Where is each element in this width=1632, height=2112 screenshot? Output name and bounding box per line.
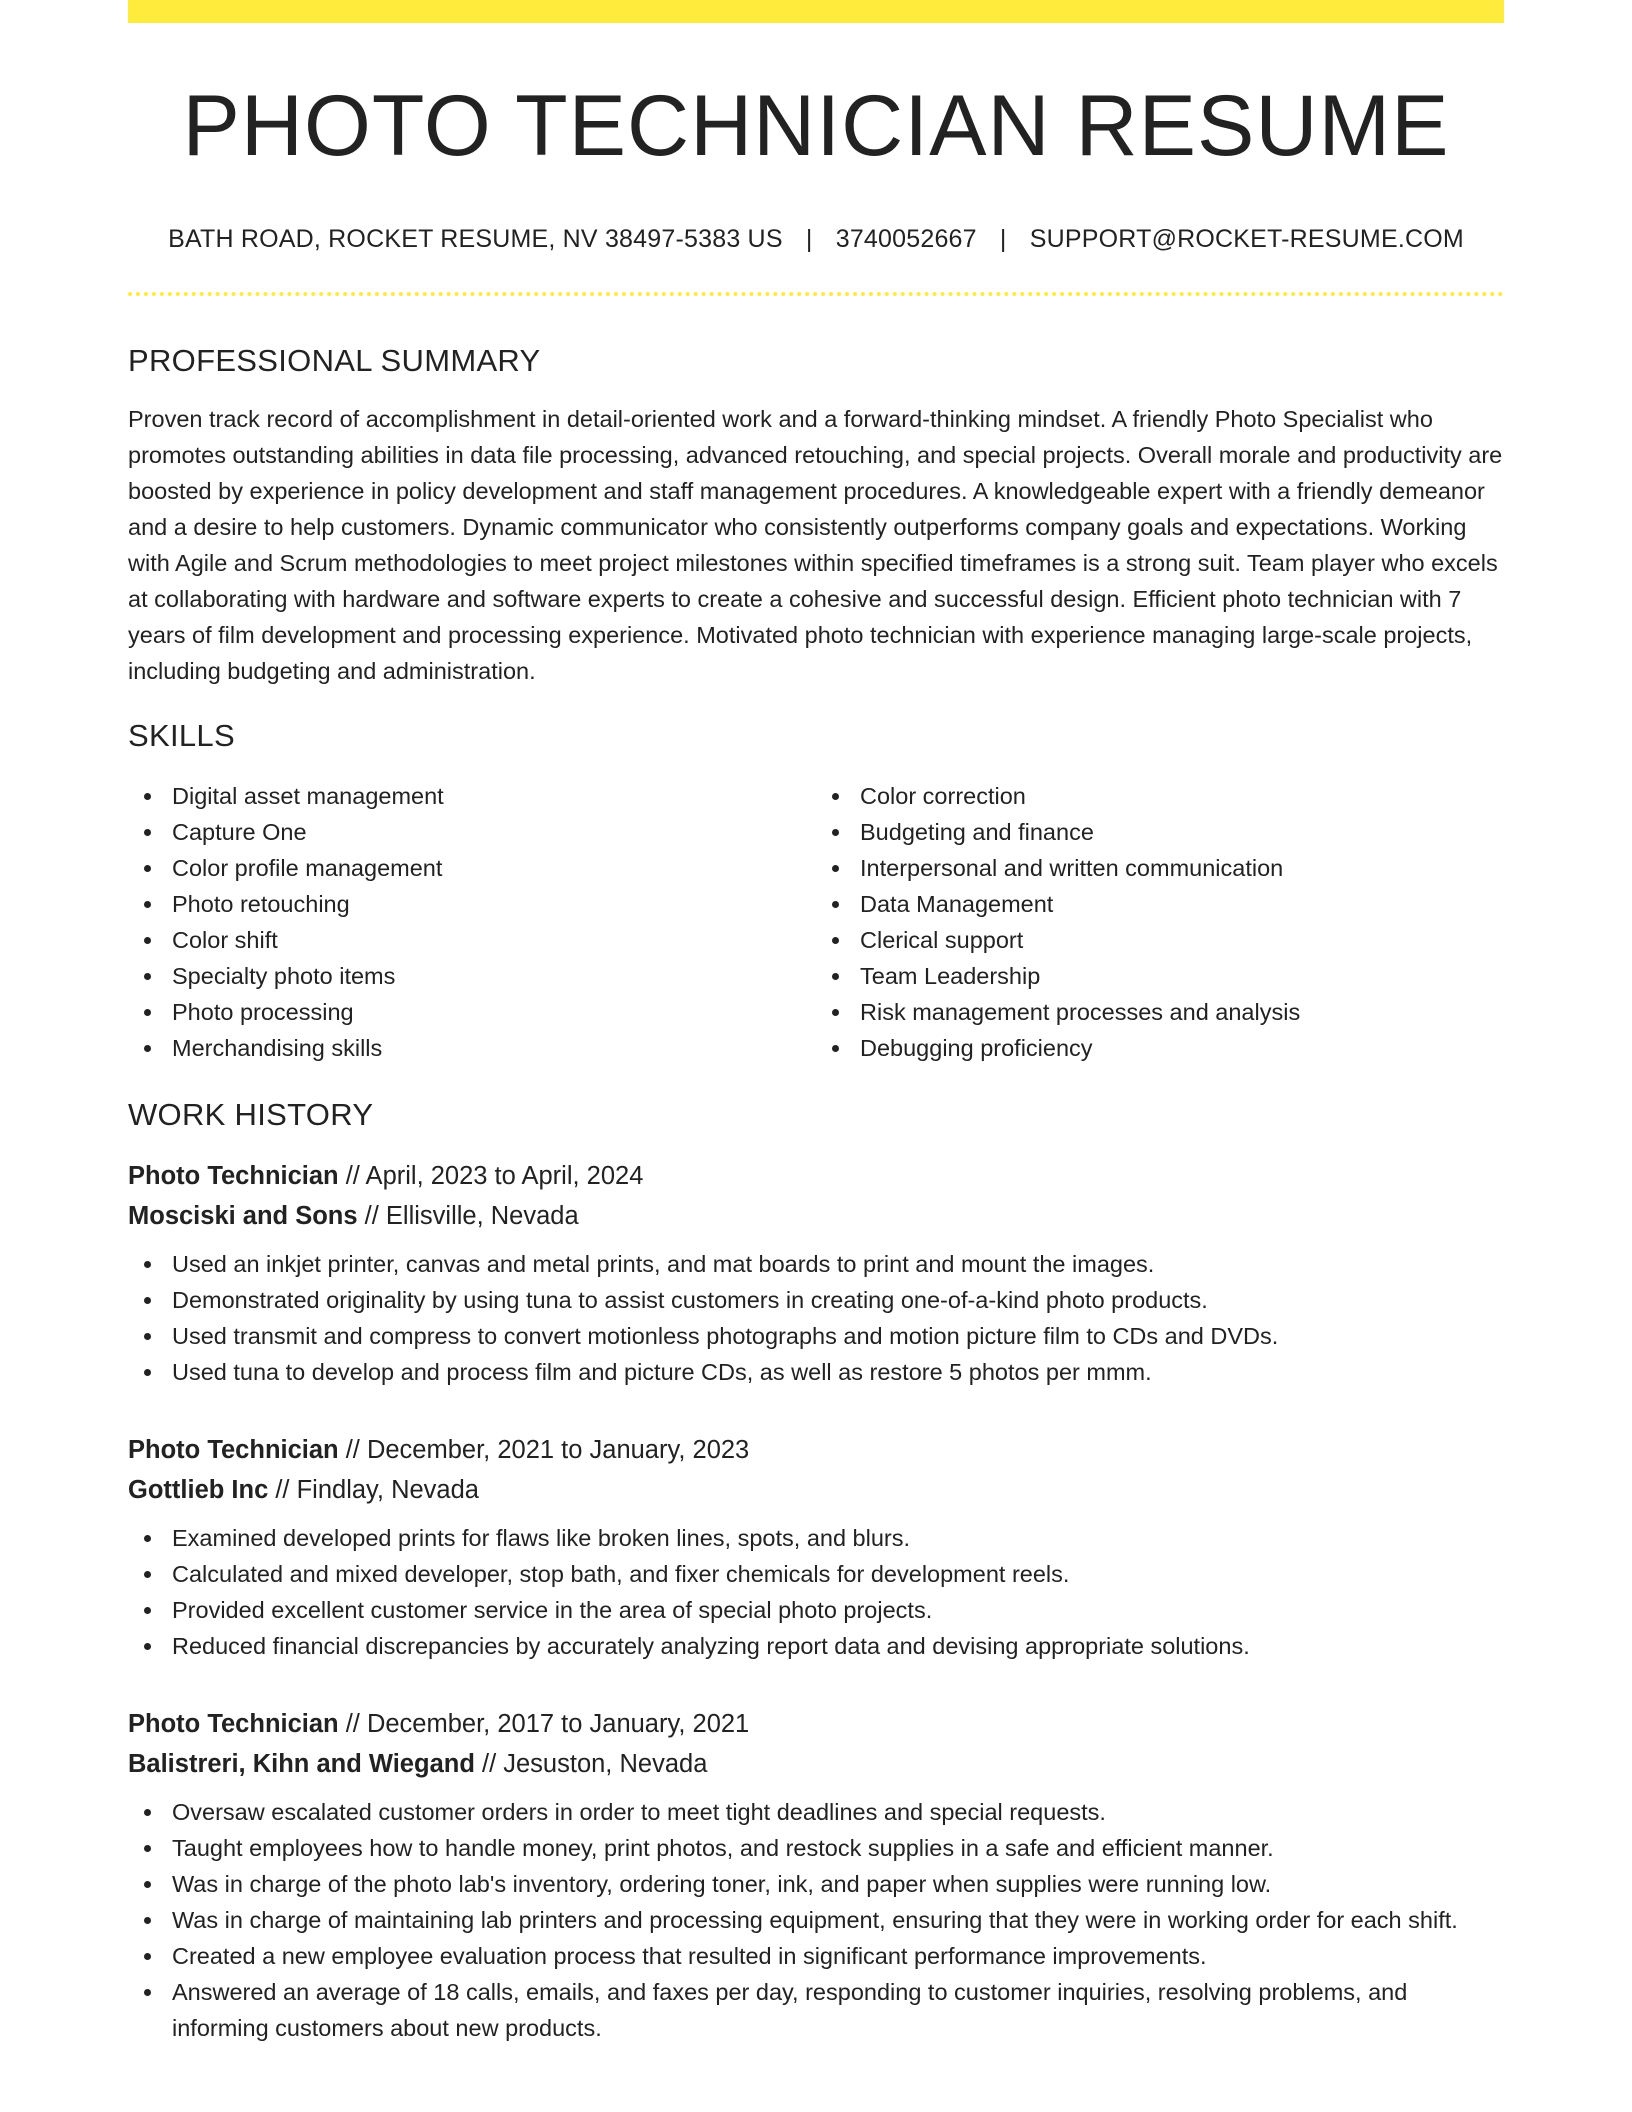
- skill-item: Budgeting and finance: [816, 814, 1504, 850]
- resume-title: PHOTO TECHNICIAN RESUME: [182, 78, 1450, 174]
- contact-separator: |: [999, 225, 1007, 253]
- skills-column-left: [128, 778, 816, 1066]
- resume-page: [128, 0, 1504, 2046]
- skills-list: [128, 778, 1504, 1066]
- job-company: Mosciski and Sons: [128, 1201, 358, 1230]
- job-bullet: Taught employees how to handle money, print photos, and restock supplies in a safe and efficient manner.: [128, 1830, 1504, 1866]
- job-dates: // April, 2023 to April, 2024: [338, 1161, 644, 1190]
- job-dates: // December, 2017 to January, 2021: [338, 1709, 750, 1738]
- job-company: Balistreri, Kihn and Wiegand: [128, 1749, 475, 1778]
- job-title: Photo Technician: [128, 1435, 339, 1464]
- job-entry: [128, 1704, 1504, 2046]
- job-bullets: [128, 1794, 1504, 2046]
- contact-separator: |: [805, 225, 813, 253]
- job-bullet: Provided excellent customer service in the area of special photo projects.: [128, 1592, 1504, 1628]
- job-bullet: Answered an average of 18 calls, emails, and faxes per day, responding to customer inquiries, resolving problems, and informing customers about new products.: [128, 1974, 1504, 2046]
- job-dates: // December, 2021 to January, 2023: [338, 1435, 750, 1464]
- skill-item: Debugging proficiency: [816, 1030, 1504, 1066]
- skill-item: Color correction: [816, 778, 1504, 814]
- job-location: // Ellisville, Nevada: [357, 1201, 579, 1230]
- skill-item: Digital asset management: [128, 778, 816, 814]
- job-company-line: [128, 1196, 1504, 1236]
- contact-phone: 3740052667: [835, 225, 977, 253]
- skill-item: Capture One: [128, 814, 816, 850]
- contact-email: SUPPORT@ROCKET-RESUME.COM: [1029, 225, 1464, 253]
- job-bullet: Was in charge of the photo lab's inventory, ordering toner, ink, and paper when supplies were running low.: [128, 1866, 1504, 1902]
- job-bullet: Created a new employee evaluation process that resulted in significant performance improvements.: [128, 1938, 1504, 1974]
- job-bullet: Reduced financial discrepancies by accurately analyzing report data and devising appropriate solutions.: [128, 1628, 1504, 1664]
- job-title-line: [128, 1430, 1504, 1470]
- skill-item: Risk management processes and analysis: [816, 994, 1504, 1030]
- job-company: Gottlieb Inc: [128, 1475, 269, 1504]
- job-title-line: [128, 1156, 1504, 1196]
- dotted-divider: [128, 292, 1504, 296]
- job-bullet: Examined developed prints for flaws like broken lines, spots, and blurs.: [128, 1520, 1504, 1556]
- job-entry: [128, 1430, 1504, 1664]
- work-history-heading: WORK HISTORY: [128, 1097, 374, 1133]
- skill-item: Color shift: [128, 922, 816, 958]
- skill-item: Data Management: [816, 886, 1504, 922]
- job-company-line: [128, 1744, 1504, 1784]
- summary-heading: PROFESSIONAL SUMMARY: [128, 343, 541, 378]
- contact-line: [128, 224, 1504, 254]
- skill-item: Photo processing: [128, 994, 816, 1030]
- job-company-line: [128, 1470, 1504, 1510]
- skill-item: Clerical support: [816, 922, 1504, 958]
- job-bullet: Used tuna to develop and process film and picture CDs, as well as restore 5 photos per mmm.: [128, 1354, 1504, 1390]
- job-bullets: [128, 1520, 1504, 1664]
- job-title: Photo Technician: [128, 1161, 339, 1190]
- job-entry: [128, 1156, 1504, 1390]
- skill-item: Specialty photo items: [128, 958, 816, 994]
- top-accent-bar: [128, 0, 1504, 23]
- job-bullet: Used transmit and compress to convert motionless photographs and motion picture film to CDs and DVDs.: [128, 1318, 1504, 1354]
- job-bullet: Used an inkjet printer, canvas and metal prints, and mat boards to print and mount the images.: [128, 1246, 1504, 1282]
- job-bullet: Calculated and mixed developer, stop bath, and fixer chemicals for development reels.: [128, 1556, 1504, 1592]
- job-bullet: Was in charge of maintaining lab printers and processing equipment, ensuring that they were in working order for each shift.: [128, 1902, 1504, 1938]
- skill-item: Team Leadership: [816, 958, 1504, 994]
- job-title: Photo Technician: [128, 1709, 339, 1738]
- skill-item: Color profile management: [128, 850, 816, 886]
- skills-column-right: [816, 778, 1504, 1066]
- skill-item: Merchandising skills: [128, 1030, 816, 1066]
- job-bullets: [128, 1246, 1504, 1390]
- skill-item: Photo retouching: [128, 886, 816, 922]
- job-title-line: [128, 1704, 1504, 1744]
- summary-text: Proven track record of accomplishment in detail-oriented work and a forward-thinking mindset. A friendly Photo Specialist who promotes outstanding abilities in data file processing, advanced retouching, and special projects. Overall morale and productivity are boosted by experience in policy development and staff management procedures. A knowledgeable expert with a friendly demeanor and a desire to help customers. Dynamic communicator who consistently outperforms company goals and expectations. Working with Agile and Scrum methodologies to meet project milestones within specified timeframes is a strong suit. Team player who excels at collaborating with hardware and software experts to create a cohesive and successful design. Efficient photo technician with 7 years of film development and processing experience. Motivated photo technician with experience managing large-scale projects, including budgeting and administration.: [128, 406, 1503, 685]
- job-bullet: Oversaw escalated customer orders in order to meet tight deadlines and special requests.: [128, 1794, 1504, 1830]
- contact-address: BATH ROAD, ROCKET RESUME, NV 38497-5383 US: [168, 225, 783, 253]
- job-location: // Jesuston, Nevada: [474, 1749, 708, 1778]
- job-bullet: Demonstrated originality by using tuna to assist customers in creating one-of-a-kind photo products.: [128, 1282, 1504, 1318]
- job-location: // Findlay, Nevada: [268, 1475, 479, 1504]
- skills-heading: SKILLS: [128, 718, 235, 754]
- skill-item: Interpersonal and written communication: [816, 850, 1504, 886]
